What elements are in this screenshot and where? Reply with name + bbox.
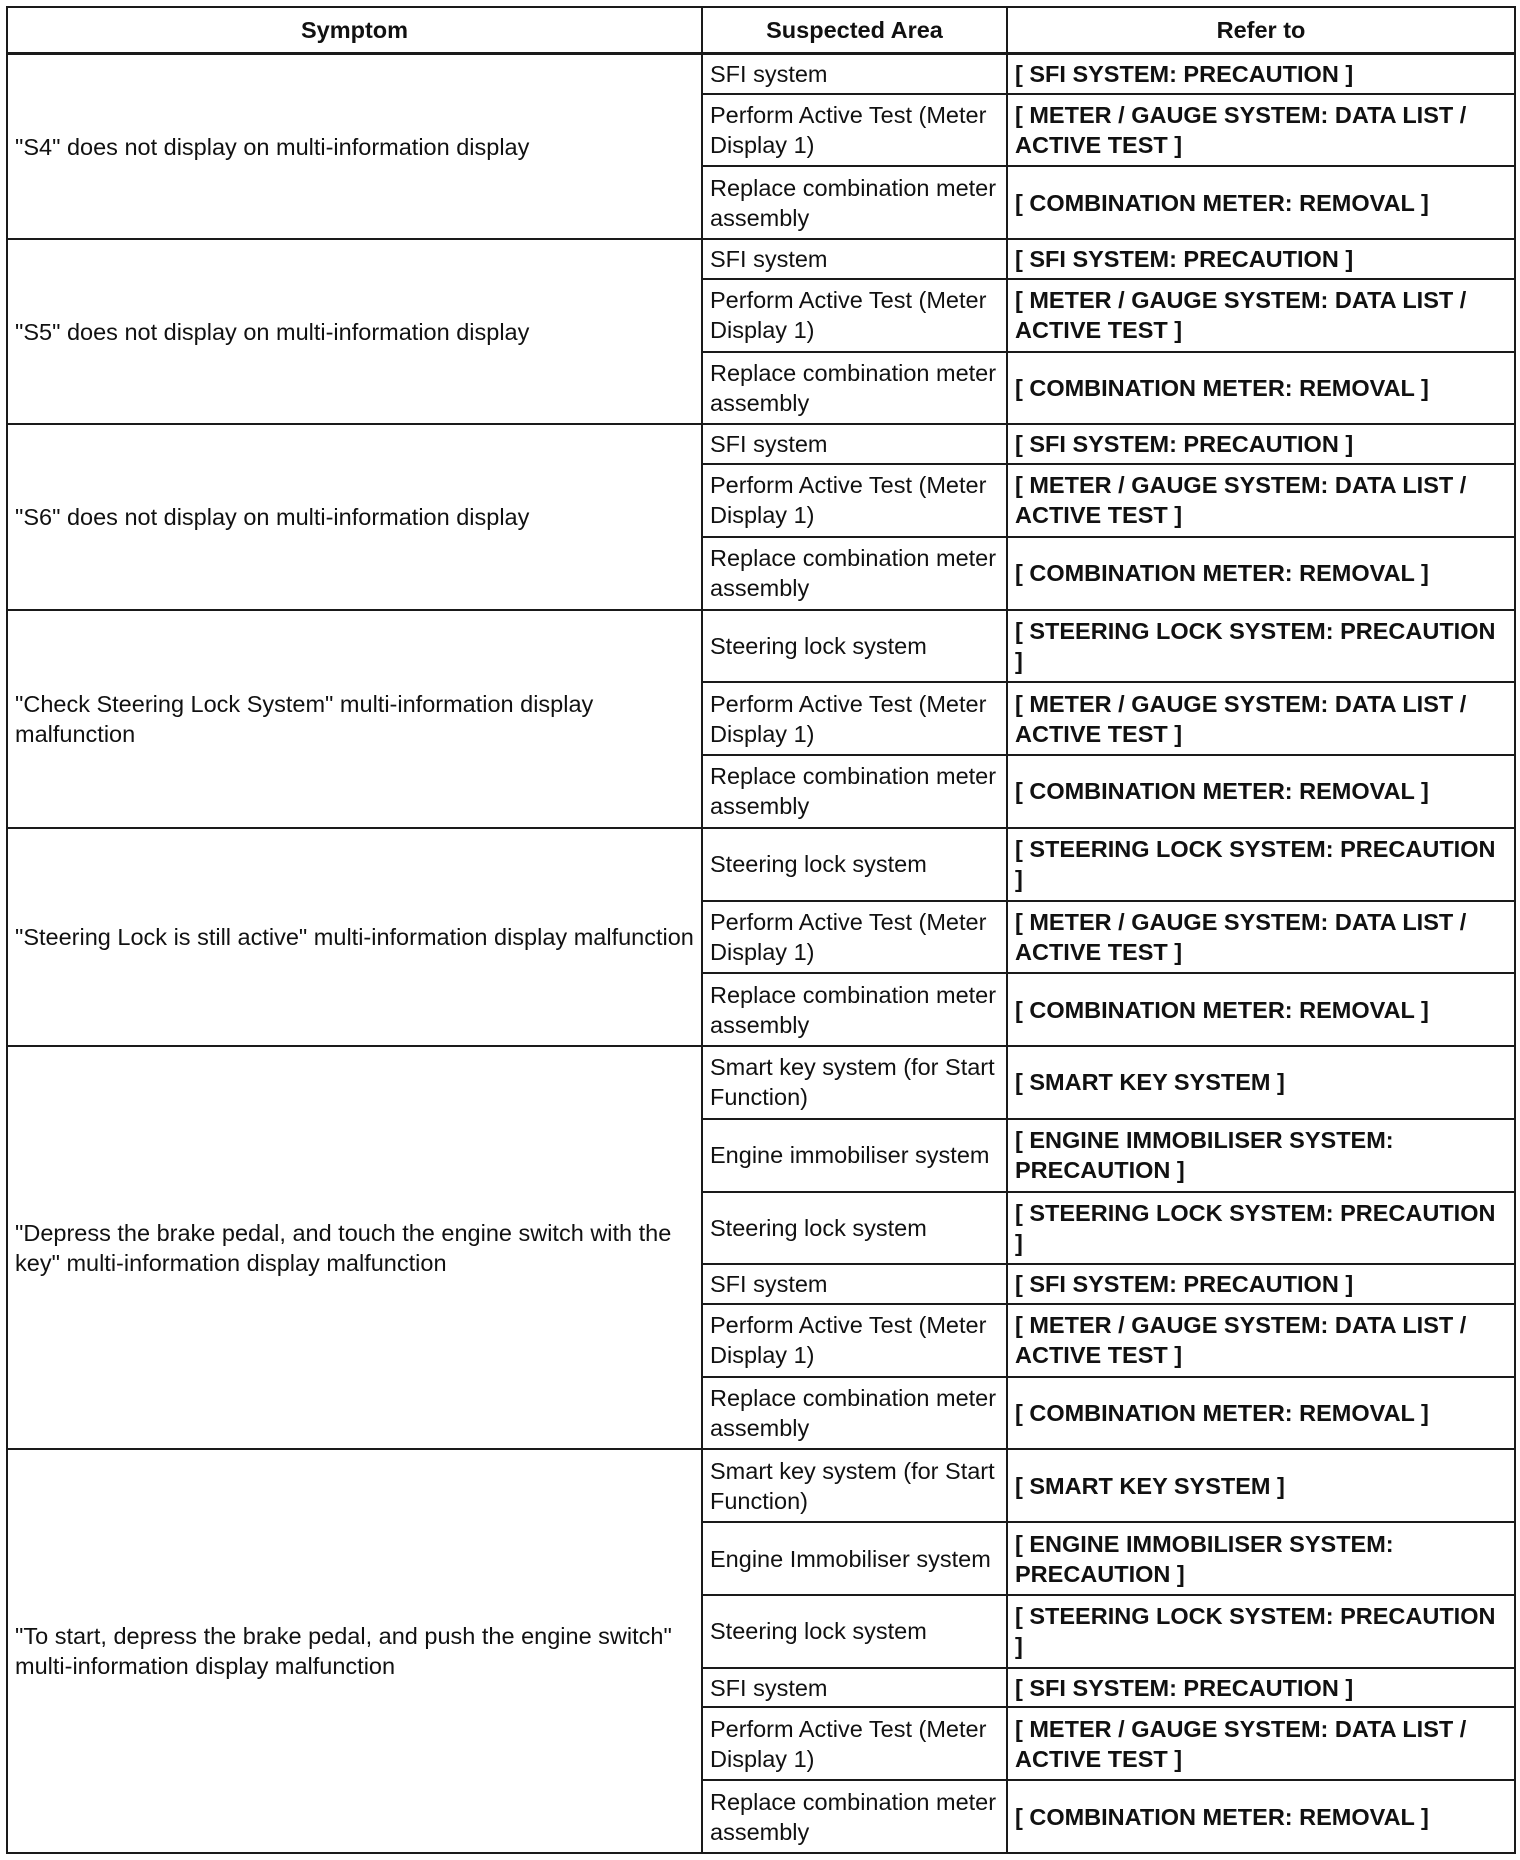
refer-to-link[interactable]: [ METER / GAUGE SYSTEM: DATA LIST / ACTIVE TEST ] [1007, 1707, 1515, 1780]
refer-to-link[interactable]: [ METER / GAUGE SYSTEM: DATA LIST / ACTIVE TEST ] [1007, 682, 1515, 755]
suspected-area-cell: Replace combination meter assembly [702, 1780, 1007, 1853]
symptom-cell: "Check Steering Lock System" multi-information display malfunction [7, 610, 702, 828]
suspected-area-cell: Perform Active Test (Meter Display 1) [702, 1304, 1007, 1377]
table-row [7, 610, 1515, 683]
refer-to-link[interactable]: [ METER / GAUGE SYSTEM: DATA LIST / ACTIVE TEST ] [1007, 94, 1515, 167]
header-symptom: Symptom [7, 7, 702, 54]
suspected-area-cell: Replace combination meter assembly [702, 352, 1007, 425]
header-refer-to: Refer to [1007, 7, 1515, 54]
refer-to-link[interactable]: [ COMBINATION METER: REMOVAL ] [1007, 1377, 1515, 1450]
suspected-area-cell: Steering lock system [702, 1192, 1007, 1265]
suspected-area-cell: Engine Immobiliser system [702, 1522, 1007, 1595]
suspected-area-cell: Replace combination meter assembly [702, 537, 1007, 610]
suspected-area-cell: Steering lock system [702, 828, 1007, 901]
refer-to-link[interactable]: [ COMBINATION METER: REMOVAL ] [1007, 1780, 1515, 1853]
symptom-cell: "Steering Lock is still active" multi-information display malfunction [7, 828, 702, 1046]
refer-to-link[interactable]: [ STEERING LOCK SYSTEM: PRECAUTION ] [1007, 610, 1515, 683]
table-row [7, 239, 1515, 279]
refer-to-link[interactable]: [ ENGINE IMMOBILISER SYSTEM: PRECAUTION ] [1007, 1119, 1515, 1192]
suspected-area-cell: Steering lock system [702, 610, 1007, 683]
refer-to-link[interactable]: [ COMBINATION METER: REMOVAL ] [1007, 755, 1515, 828]
suspected-area-cell: Replace combination meter assembly [702, 755, 1007, 828]
table-row [7, 424, 1515, 464]
suspected-area-cell: Engine immobiliser system [702, 1119, 1007, 1192]
symptom-cell: "S6" does not display on multi-information display [7, 424, 702, 609]
suspected-area-cell: SFI system [702, 54, 1007, 94]
refer-to-link[interactable]: [ ENGINE IMMOBILISER SYSTEM: PRECAUTION ] [1007, 1522, 1515, 1595]
refer-to-link[interactable]: [ STEERING LOCK SYSTEM: PRECAUTION ] [1007, 1192, 1515, 1265]
suspected-area-cell: Perform Active Test (Meter Display 1) [702, 901, 1007, 974]
suspected-area-cell: Smart key system (for Start Function) [702, 1046, 1007, 1119]
suspected-area-cell: SFI system [702, 239, 1007, 279]
suspected-area-cell: SFI system [702, 1668, 1007, 1708]
table-row [7, 1449, 1515, 1522]
suspected-area-cell: Replace combination meter assembly [702, 973, 1007, 1046]
header-row [7, 7, 1515, 54]
refer-to-link[interactable]: [ METER / GAUGE SYSTEM: DATA LIST / ACTIVE TEST ] [1007, 1304, 1515, 1377]
refer-to-link[interactable]: [ SFI SYSTEM: PRECAUTION ] [1007, 1264, 1515, 1304]
table-body [7, 54, 1515, 1854]
symptom-cell: "To start, depress the brake pedal, and push the engine switch" multi-information display malfunction [7, 1449, 702, 1853]
refer-to-link[interactable]: [ COMBINATION METER: REMOVAL ] [1007, 973, 1515, 1046]
refer-to-link[interactable]: [ SFI SYSTEM: PRECAUTION ] [1007, 1668, 1515, 1708]
suspected-area-cell: Replace combination meter assembly [702, 166, 1007, 239]
suspected-area-cell: Replace combination meter assembly [702, 1377, 1007, 1450]
refer-to-link[interactable]: [ SMART KEY SYSTEM ] [1007, 1046, 1515, 1119]
header-suspected-area: Suspected Area [702, 7, 1007, 54]
suspected-area-cell: Perform Active Test (Meter Display 1) [702, 279, 1007, 352]
refer-to-link[interactable]: [ METER / GAUGE SYSTEM: DATA LIST / ACTIVE TEST ] [1007, 464, 1515, 537]
suspected-area-cell: Steering lock system [702, 1595, 1007, 1668]
symptom-cell: "S5" does not display on multi-information display [7, 239, 702, 424]
refer-to-link[interactable]: [ COMBINATION METER: REMOVAL ] [1007, 352, 1515, 425]
table-row [7, 828, 1515, 901]
suspected-area-cell: Perform Active Test (Meter Display 1) [702, 94, 1007, 167]
refer-to-link[interactable]: [ STEERING LOCK SYSTEM: PRECAUTION ] [1007, 1595, 1515, 1668]
suspected-area-cell: Perform Active Test (Meter Display 1) [702, 1707, 1007, 1780]
refer-to-link[interactable]: [ METER / GAUGE SYSTEM: DATA LIST / ACTIVE TEST ] [1007, 901, 1515, 974]
problem-symptoms-table [6, 6, 1516, 1854]
refer-to-link[interactable]: [ COMBINATION METER: REMOVAL ] [1007, 166, 1515, 239]
table-row [7, 1046, 1515, 1119]
symptom-cell: "S4" does not display on multi-information display [7, 54, 702, 240]
refer-to-link[interactable]: [ SFI SYSTEM: PRECAUTION ] [1007, 54, 1515, 94]
refer-to-link[interactable]: [ COMBINATION METER: REMOVAL ] [1007, 537, 1515, 610]
refer-to-link[interactable]: [ SFI SYSTEM: PRECAUTION ] [1007, 239, 1515, 279]
table-row [7, 54, 1515, 94]
suspected-area-cell: SFI system [702, 424, 1007, 464]
refer-to-link[interactable]: [ SMART KEY SYSTEM ] [1007, 1449, 1515, 1522]
suspected-area-cell: Perform Active Test (Meter Display 1) [702, 682, 1007, 755]
refer-to-link[interactable]: [ STEERING LOCK SYSTEM: PRECAUTION ] [1007, 828, 1515, 901]
suspected-area-cell: SFI system [702, 1264, 1007, 1304]
refer-to-link[interactable]: [ METER / GAUGE SYSTEM: DATA LIST / ACTIVE TEST ] [1007, 279, 1515, 352]
suspected-area-cell: Smart key system (for Start Function) [702, 1449, 1007, 1522]
symptom-cell: "Depress the brake pedal, and touch the engine switch with the key" multi-information display malfunction [7, 1046, 702, 1449]
suspected-area-cell: Perform Active Test (Meter Display 1) [702, 464, 1007, 537]
refer-to-link[interactable]: [ SFI SYSTEM: PRECAUTION ] [1007, 424, 1515, 464]
